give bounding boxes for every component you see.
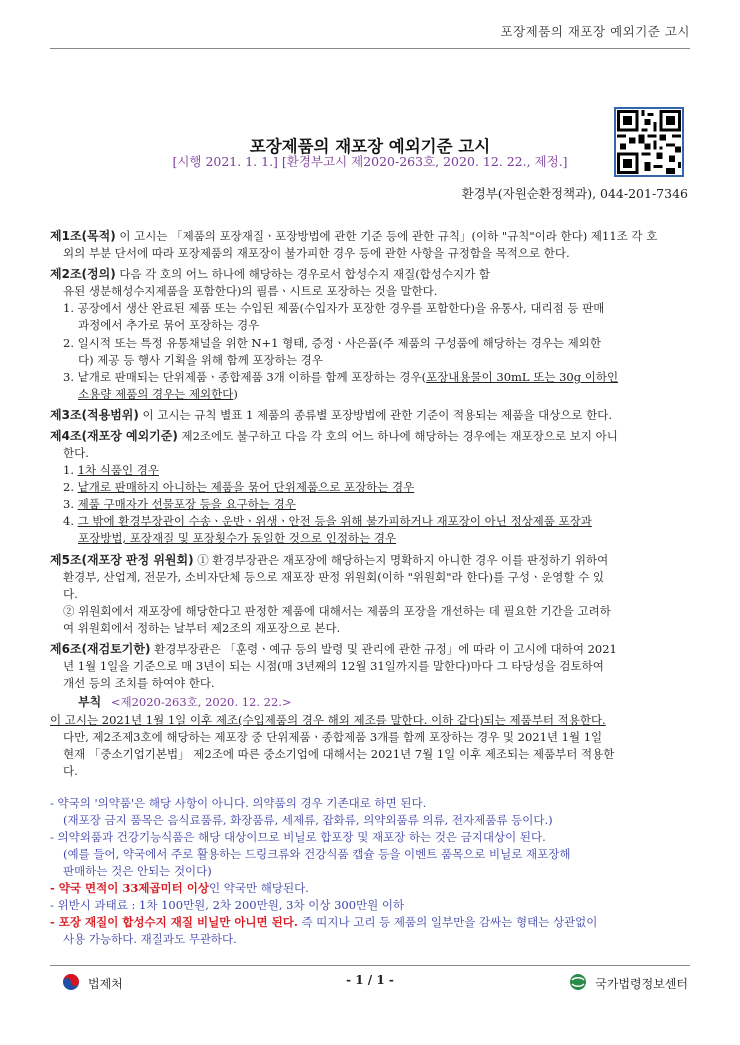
page-number: - 1 / 1 - bbox=[346, 973, 394, 987]
note-5: - 포장 재질이 합성수지 재질 비닐만 아니면 된다. 즉 띠지나 고리 등 제품의 일부만을 감싸는 형태는 상관없이 bbox=[50, 915, 598, 929]
article-heading: 제6조(재검토기한) bbox=[50, 642, 151, 656]
addenda-heading: 부칙 <제2020-263호, 2020. 12. 22.> bbox=[78, 695, 292, 709]
note-1: - 약국의 '의약품'은 해당 사항이 아니다. 의약품의 경우 기존대로 하면 된다. bbox=[50, 796, 427, 810]
running-title: 포장제품의 재포장 예외기준 고시 bbox=[500, 24, 690, 39]
article-4-item-3: 3. 제품 구매자가 선물포장 등을 요구하는 경우 bbox=[63, 497, 296, 511]
article-5-para-2: ② 위원회에서 재포장에 해당한다고 판정한 제품에 대해서는 제품의 포장을 개선하는 데 필요한 기간을 고려하 bbox=[63, 604, 611, 618]
article-4-item-2: 2. 낱개로 판매하지 아니하는 제품을 묶어 단위제품으로 포장하는 경우 bbox=[63, 480, 415, 494]
article-2-item-2: 2. 일시적 또는 특정 유통채널을 위한 N+1 형태, 증정ㆍ사은품(주 제품의 구성품에 해당하는 경우는 제외한 bbox=[63, 336, 602, 350]
article-2-item-1: 1. 공장에서 생산 완료된 제품 또는 수입된 제품(수입자가 포장한 경우를 포함한다)을 유통사, 대리점 등 판매 bbox=[63, 301, 605, 315]
article-heading: 제1조(목적) bbox=[50, 229, 116, 243]
effective-date: [시행 2021. 1. 1.] [환경부고시 제2020-263호, 2020. 12. 22., 제정.] bbox=[172, 154, 568, 169]
ministry-contact: 환경부(자원순환정책과), 044-201-7346 bbox=[461, 186, 688, 201]
article-2-item-3: 3. 낱개로 판매되는 단위제품ㆍ종합제품 3개 이하를 함께 포장하는 경우(포장내용물이 30mL 또는 30g 이하인 bbox=[63, 370, 619, 384]
article-4: 제4조(재포장 예외기준) 제2조에도 불구하고 다음 각 호의 어느 하나에 해당하는 경우에는 재포장으로 보지 아니 bbox=[50, 429, 618, 443]
globe-logo-icon bbox=[569, 973, 587, 994]
article-heading: 제2조(정의) bbox=[50, 267, 116, 281]
article-heading: 제5조(재포장 판정 위원회) bbox=[50, 553, 194, 567]
article-4-item-4: 4. 그 밖에 환경부장관이 수송ㆍ운반ㆍ위생ㆍ안전 등을 위해 불가피하거나 재포장이 아닌 정상제품 포장과 bbox=[63, 514, 592, 528]
addenda-text: 이 고시는 2021년 1월 1일 이후 제조(수입제품의 경우 해외 제조를 말한다. 이하 같다)되는 제품부터 적용한다. bbox=[50, 713, 606, 727]
article-5: 제5조(재포장 판정 위원회) ① 환경부장관은 재포장에 해당하는지 명확하지 아니한 경우 이를 판정하기 위하여 bbox=[50, 553, 609, 567]
note-3: - 약국 면적이 33제곱미터 이상인 약국만 해당된다. bbox=[50, 881, 309, 895]
footer-left: 법제처 bbox=[62, 973, 123, 994]
footer-right: 국가법령정보센터 bbox=[569, 973, 688, 994]
article-3: 제3조(적용범위) 이 고시는 규칙 별표 1 제품의 종류별 포장방법에 관한 기준이 적용되는 제품을 대상으로 한다. bbox=[50, 408, 613, 422]
article-1: 제1조(목적) 이 고시는 「제품의 포장재질ㆍ포장방법에 관한 기준 등에 관한 규칙」(이하 "규칙"이라 한다) 제11조 각 호 bbox=[50, 229, 658, 243]
note-4: - 위반시 과태료 : 1차 100만원, 2차 200만원, 3차 이상 300만원 이하 bbox=[50, 898, 405, 912]
article-6: 제6조(재검토기한) 환경부장관은 「훈령ㆍ예규 등의 발령 및 관리에 관한 규정」에 따라 이 고시에 대하여 2021 bbox=[50, 642, 617, 656]
bottom-divider bbox=[50, 965, 690, 966]
article-2-cont: 유된 생분해성수지제품을 포함한다)의 필름ㆍ시트로 포장하는 것을 말한다. bbox=[63, 284, 438, 298]
top-divider bbox=[50, 48, 690, 49]
note-2: - 의약외품과 건강기능식품은 해당 대상이므로 비닐로 합포장 및 재포장 하는 것은 금지대상이 된다. bbox=[50, 830, 546, 844]
article-heading: 제3조(적용범위) bbox=[50, 408, 139, 422]
article-1-cont: 외의 부분 단서에 따라 포장제품의 재포장이 불가피한 경우 등에 관한 사항을 규정함을 목적으로 한다. bbox=[63, 246, 570, 260]
article-2: 제2조(정의) 다음 각 호의 어느 하나에 해당하는 경우로서 합성수지 재질(합성수지가 함 bbox=[50, 267, 490, 281]
document-title: 포장제품의 재포장 예외기준 고시 bbox=[249, 137, 491, 156]
article-heading: 제4조(재포장 예외기준) bbox=[50, 429, 178, 443]
article-4-item-1: 1. 1차 식품인 경우 bbox=[63, 463, 159, 477]
